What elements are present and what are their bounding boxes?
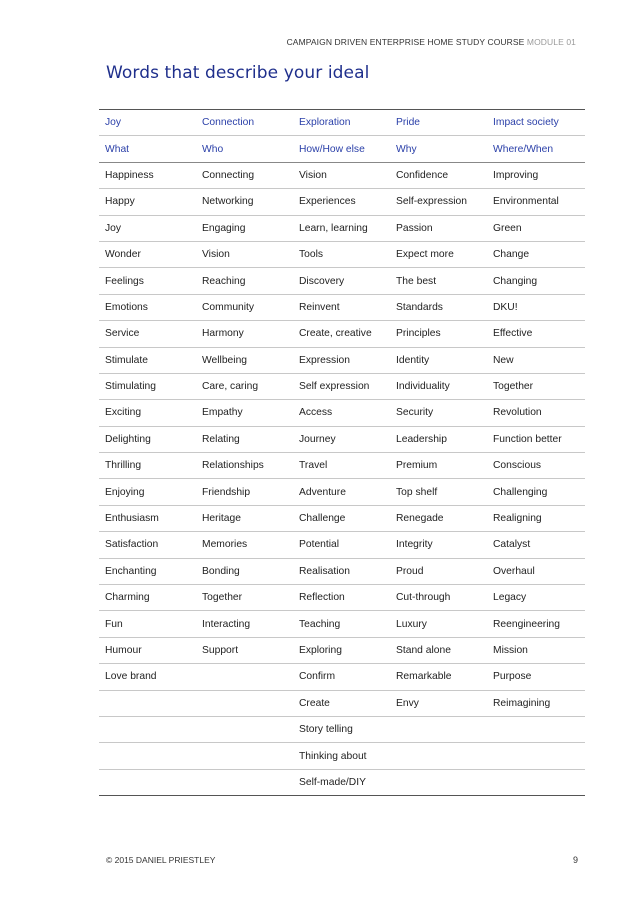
table-cell: Exciting: [99, 400, 196, 426]
words-table: [99, 109, 585, 796]
copyright-footer: © 2015 DANIEL PRIESTLEY: [106, 855, 216, 865]
table-cell: Renegade: [390, 505, 487, 531]
table-row: [99, 637, 585, 663]
table-row: [99, 611, 585, 637]
table-cell: Legacy: [487, 585, 585, 611]
table-cell: Harmony: [196, 321, 293, 347]
table-cell: Identity: [390, 347, 487, 373]
table-cell: Potential: [293, 532, 390, 558]
table-cell: Adventure: [293, 479, 390, 505]
table-row: [99, 743, 585, 769]
table-row: [99, 479, 585, 505]
table-cell: [196, 743, 293, 769]
table-cell: Challenging: [487, 479, 585, 505]
table-cell: Thrilling: [99, 453, 196, 479]
table-cell: Journey: [293, 426, 390, 452]
table-cell: Purpose: [487, 664, 585, 690]
table-cell: Create: [293, 690, 390, 716]
running-header: [287, 37, 576, 47]
table-cell: Teaching: [293, 611, 390, 637]
table-cell: Proud: [390, 558, 487, 584]
table-cell: Conscious: [487, 453, 585, 479]
table-row: [99, 162, 585, 188]
table-cell: Security: [390, 400, 487, 426]
table-cell: Changing: [487, 268, 585, 294]
table-cell: How/How else: [293, 136, 390, 162]
table-cell: Stand alone: [390, 637, 487, 663]
table-cell: Connecting: [196, 162, 293, 188]
table-cell: What: [99, 136, 196, 162]
table-row: [99, 664, 585, 690]
table-cell: Reinvent: [293, 294, 390, 320]
table-cell: [390, 743, 487, 769]
table-cell: Love brand: [99, 664, 196, 690]
table-cell: Environmental: [487, 189, 585, 215]
table-cell: Happy: [99, 189, 196, 215]
table-cell: [196, 690, 293, 716]
table-cell: Why: [390, 136, 487, 162]
table-cell: Stimulating: [99, 373, 196, 399]
table-row: [99, 585, 585, 611]
table-cell: Reflection: [293, 585, 390, 611]
table-cell: Connection: [196, 110, 293, 136]
table-cell: Story telling: [293, 716, 390, 742]
table-header-row-questions: [99, 136, 585, 162]
table-row: [99, 215, 585, 241]
table-cell: Friendship: [196, 479, 293, 505]
table-cell: Where/When: [487, 136, 585, 162]
page-number: 9: [572, 855, 578, 865]
table-cell: Principles: [390, 321, 487, 347]
table-cell: [487, 743, 585, 769]
table-cell: Empathy: [196, 400, 293, 426]
table-row: [99, 241, 585, 267]
table-cell: Top shelf: [390, 479, 487, 505]
table-row: [99, 321, 585, 347]
table-cell: Expression: [293, 347, 390, 373]
table-cell: Together: [487, 373, 585, 399]
table-cell: [99, 690, 196, 716]
table-cell: Emotions: [99, 294, 196, 320]
table-cell: Leadership: [390, 426, 487, 452]
table-cell: Green: [487, 215, 585, 241]
table-cell: Improving: [487, 162, 585, 188]
table-cell: Joy: [99, 110, 196, 136]
table-cell: Standards: [390, 294, 487, 320]
table-cell: Reaching: [196, 268, 293, 294]
table-row: [99, 716, 585, 742]
table-row: [99, 373, 585, 399]
table-cell: Enthusiasm: [99, 505, 196, 531]
table-cell: Vision: [196, 241, 293, 267]
table-cell: [99, 716, 196, 742]
table-cell: Premium: [390, 453, 487, 479]
table-cell: Integrity: [390, 532, 487, 558]
table-cell: Cut-through: [390, 585, 487, 611]
table-cell: Realisation: [293, 558, 390, 584]
table-row: [99, 294, 585, 320]
table-row: [99, 690, 585, 716]
table-cell: Revolution: [487, 400, 585, 426]
table-cell: Envy: [390, 690, 487, 716]
table-cell: Realigning: [487, 505, 585, 531]
table-cell: Heritage: [196, 505, 293, 531]
table-cell: Interacting: [196, 611, 293, 637]
table-cell: Delighting: [99, 426, 196, 452]
table-cell: Pride: [390, 110, 487, 136]
table-cell: The best: [390, 268, 487, 294]
table-cell: Learn, learning: [293, 215, 390, 241]
table-cell: Relationships: [196, 453, 293, 479]
table-cell: Individuality: [390, 373, 487, 399]
table-cell: Experiences: [293, 189, 390, 215]
table-cell: Access: [293, 400, 390, 426]
table-cell: Expect more: [390, 241, 487, 267]
table-cell: Tools: [293, 241, 390, 267]
table-cell: Function better: [487, 426, 585, 452]
table-row: [99, 769, 585, 795]
table-cell: Joy: [99, 215, 196, 241]
table-cell: Discovery: [293, 268, 390, 294]
table-cell: Remarkable: [390, 664, 487, 690]
table-cell: Reengineering: [487, 611, 585, 637]
table-cell: Exploration: [293, 110, 390, 136]
table-cell: Passion: [390, 215, 487, 241]
table-cell: Service: [99, 321, 196, 347]
table-cell: Luxury: [390, 611, 487, 637]
table-cell: [487, 716, 585, 742]
table-cell: Self expression: [293, 373, 390, 399]
page-title: Words that describe your ideal: [106, 63, 370, 83]
table-row: [99, 347, 585, 373]
table-cell: [196, 664, 293, 690]
table-cell: Who: [196, 136, 293, 162]
table-cell: [99, 743, 196, 769]
table-cell: Confidence: [390, 162, 487, 188]
table-cell: Thinking about: [293, 743, 390, 769]
table-cell: Overhaul: [487, 558, 585, 584]
table-row: [99, 268, 585, 294]
table-cell: Exploring: [293, 637, 390, 663]
module-label: MODULE 01: [526, 37, 576, 47]
table-row: [99, 558, 585, 584]
course-title: CAMPAIGN DRIVEN ENTERPRISE HOME STUDY COURSE: [286, 37, 525, 47]
table-cell: Happiness: [99, 162, 196, 188]
table-cell: Confirm: [293, 664, 390, 690]
table-cell: Care, caring: [196, 373, 293, 399]
table-cell: Satisfaction: [99, 532, 196, 558]
table-cell: Create, creative: [293, 321, 390, 347]
table-cell: [390, 716, 487, 742]
table-cell: Change: [487, 241, 585, 267]
table-row: [99, 189, 585, 215]
table-cell: DKU!: [487, 294, 585, 320]
table-cell: Reimagining: [487, 690, 585, 716]
table-cell: Wellbeing: [196, 347, 293, 373]
table-cell: Enjoying: [99, 479, 196, 505]
table-cell: New: [487, 347, 585, 373]
table-cell: Travel: [293, 453, 390, 479]
table-cell: Effective: [487, 321, 585, 347]
table-cell: Self-expression: [390, 189, 487, 215]
table-cell: Wonder: [99, 241, 196, 267]
table-cell: Humour: [99, 637, 196, 663]
table-cell: [196, 716, 293, 742]
table-cell: Impact society: [487, 110, 585, 136]
table-row: [99, 505, 585, 531]
table-row: [99, 426, 585, 452]
table-row: [99, 400, 585, 426]
table-cell: [390, 769, 487, 795]
table-cell: [196, 769, 293, 795]
table-header-row-categories: [99, 110, 585, 136]
table-cell: [99, 769, 196, 795]
table-cell: Challenge: [293, 505, 390, 531]
table-row: [99, 532, 585, 558]
table-cell: [487, 769, 585, 795]
table-cell: Fun: [99, 611, 196, 637]
table-cell: Community: [196, 294, 293, 320]
table-cell: Enchanting: [99, 558, 196, 584]
table-cell: Mission: [487, 637, 585, 663]
table-cell: Bonding: [196, 558, 293, 584]
table-cell: Self-made/DIY: [293, 769, 390, 795]
table-cell: Memories: [196, 532, 293, 558]
table-cell: Support: [196, 637, 293, 663]
table-cell: Relating: [196, 426, 293, 452]
table-cell: Charming: [99, 585, 196, 611]
table-cell: Networking: [196, 189, 293, 215]
table-cell: Feelings: [99, 268, 196, 294]
table-cell: Vision: [293, 162, 390, 188]
table-cell: Catalyst: [487, 532, 585, 558]
table-cell: Together: [196, 585, 293, 611]
table-cell: Stimulate: [99, 347, 196, 373]
table-row: [99, 453, 585, 479]
table-cell: Engaging: [196, 215, 293, 241]
